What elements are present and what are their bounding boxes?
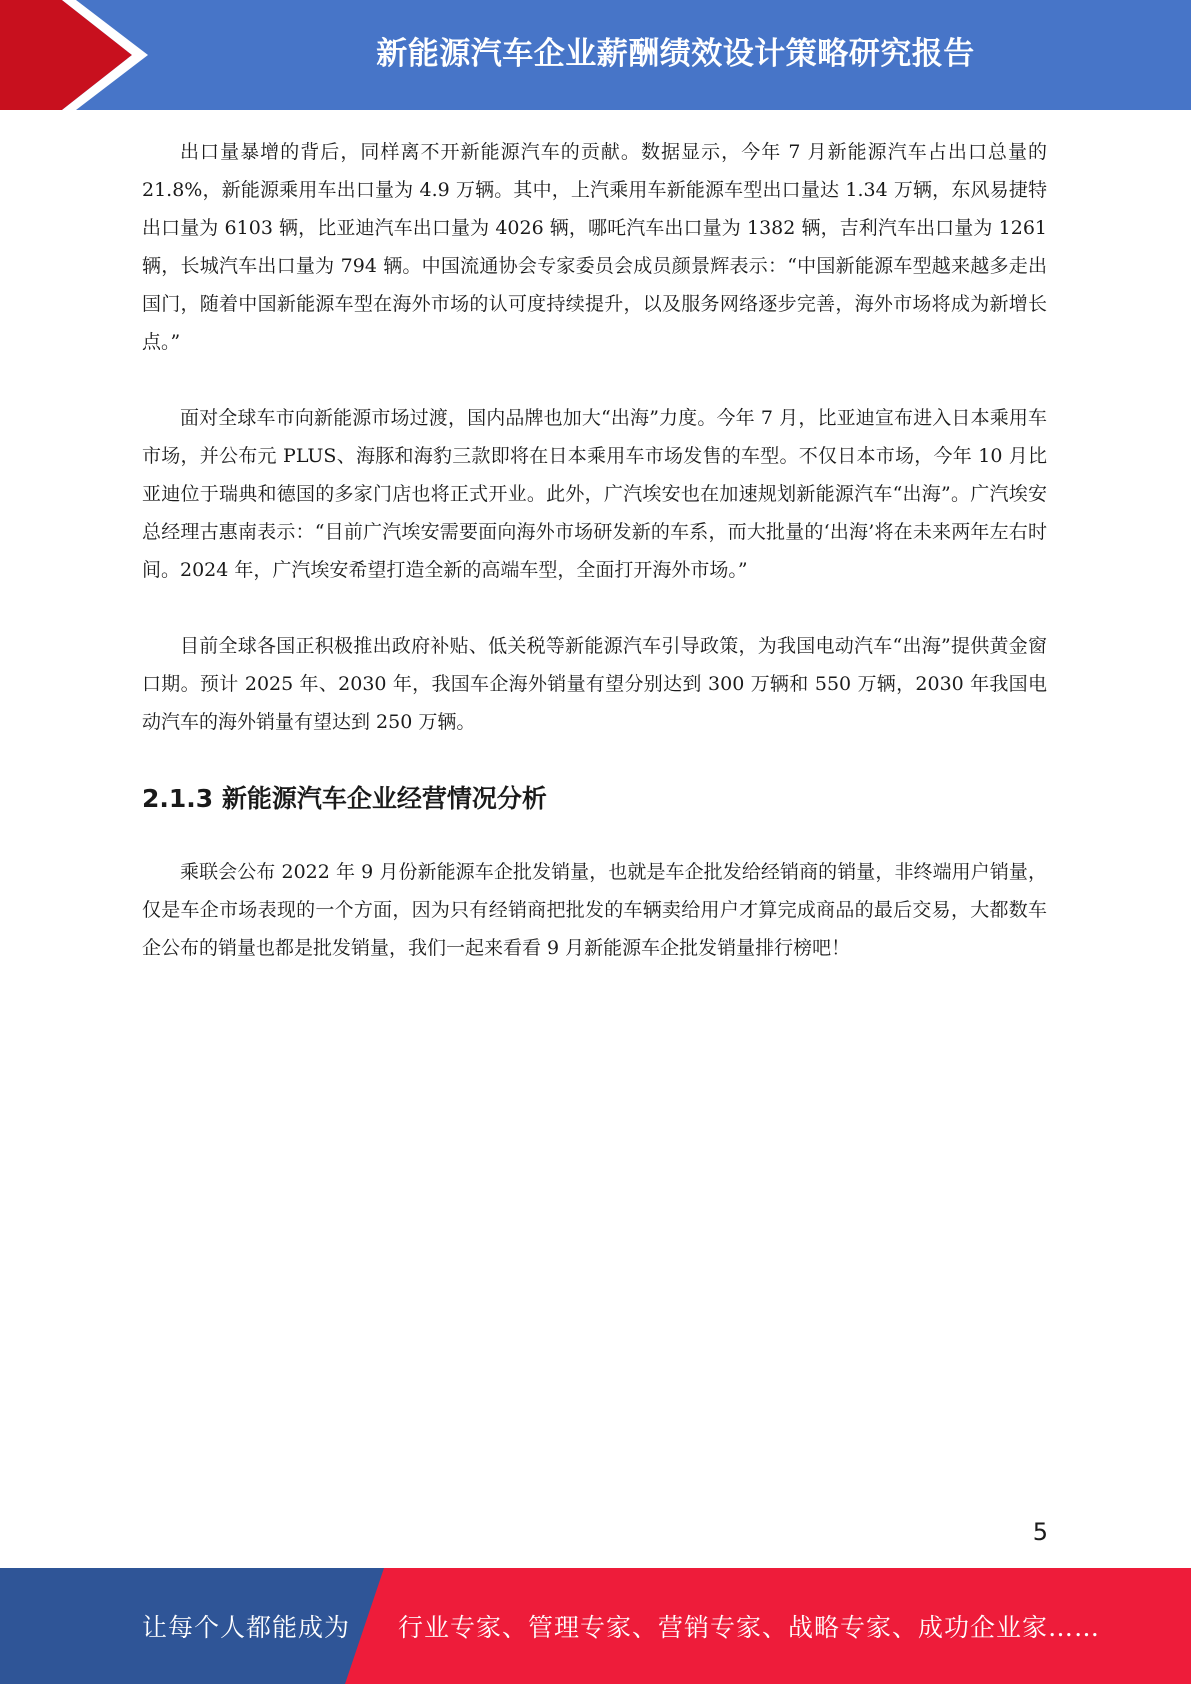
paragraph-brands-overseas: 面对全球车市向新能源市场过渡，国内品牌也加大“出海”力度。今年 7 月，比亚迪宣布进入日本乘用车市场，并公布元 PLUS、海豚和海豹三款即将在日本乘用车市场发售的车型。不仅日本市场，今年 10 月比亚迪位于瑞典和德国的多家门店也将正式开业。此外，广汽埃安也在加速规划新能源汽车“出海”。广汽埃安总经理古惠南表示：“目前广汽埃安需要面向海外市场研发新的车系，而大批量的‘出海’将在未来两年左右时间。2024 年，广汽埃安希望打造全新的高端车型，全面打开海外市场。”	[142, 407, 1047, 581]
footer-slogan-right: 行业专家、管理专家、营销专家、战略专家、成功企业家……	[398, 1613, 1101, 1642]
page-number: 5	[1032, 1518, 1048, 1546]
footer-slogan-left: 让每个人都能成为	[142, 1613, 351, 1642]
section-heading: 2.1.3 新能源汽车企业经营情况分析	[142, 784, 547, 813]
paragraph-policy-window: 目前全球各国正积极推出政府补贴、低关税等新能源汽车引导政策，为我国电动汽车“出海”提供黄金窗口期。预计 2025 年、2030 年，我国车企海外销量有望分别达到 300 万辆和 550 万辆，2030 年我国电动汽车的海外销量有望达到 250 万辆。	[142, 635, 1047, 733]
report-title: 新能源汽车企业薪酬绩效设计策略研究报告	[376, 35, 975, 72]
footer-band	[0, 1568, 1191, 1684]
paragraph-wholesale-sales: 乘联会公布 2022 年 9 月份新能源车企批发销量，也就是车企批发给经销商的销量，非终端用户销量，仅是车企市场表现的一个方面，因为只有经销商把批发的车辆卖给用户才算完成商品的最后交易，大都数车企公布的销量也都是批发销量，我们一起来看看 9 月新能源车企批发销量排行榜吧！	[142, 861, 1047, 959]
header-band	[0, 0, 1191, 110]
page-content	[142, 133, 1047, 1005]
paragraph-export-growth: 出口量暴增的背后，同样离不开新能源汽车的贡献。数据显示，今年 7 月新能源汽车占出口总量的 21.8%，新能源乘用车出口量为 4.9 万辆。其中，上汽乘用车新能源车型出口量达 1.34 万辆，东风易捷特出口量为 6103 辆，比亚迪汽车出口量为 4026 辆，哪吒汽车出口量为 1382 辆，吉利汽车出口量为 1261 辆，长城汽车出口量为 794 辆。中国流通协会专家委员会成员颜景辉表示：“中国新能源车型越来越多走出国门，随着中国新能源车型在海外市场的认可度持续提升，以及服务网络逐步完善，海外市场将成为新增长点。”	[142, 141, 1047, 353]
header-chevron-graphic	[0, 0, 160, 110]
